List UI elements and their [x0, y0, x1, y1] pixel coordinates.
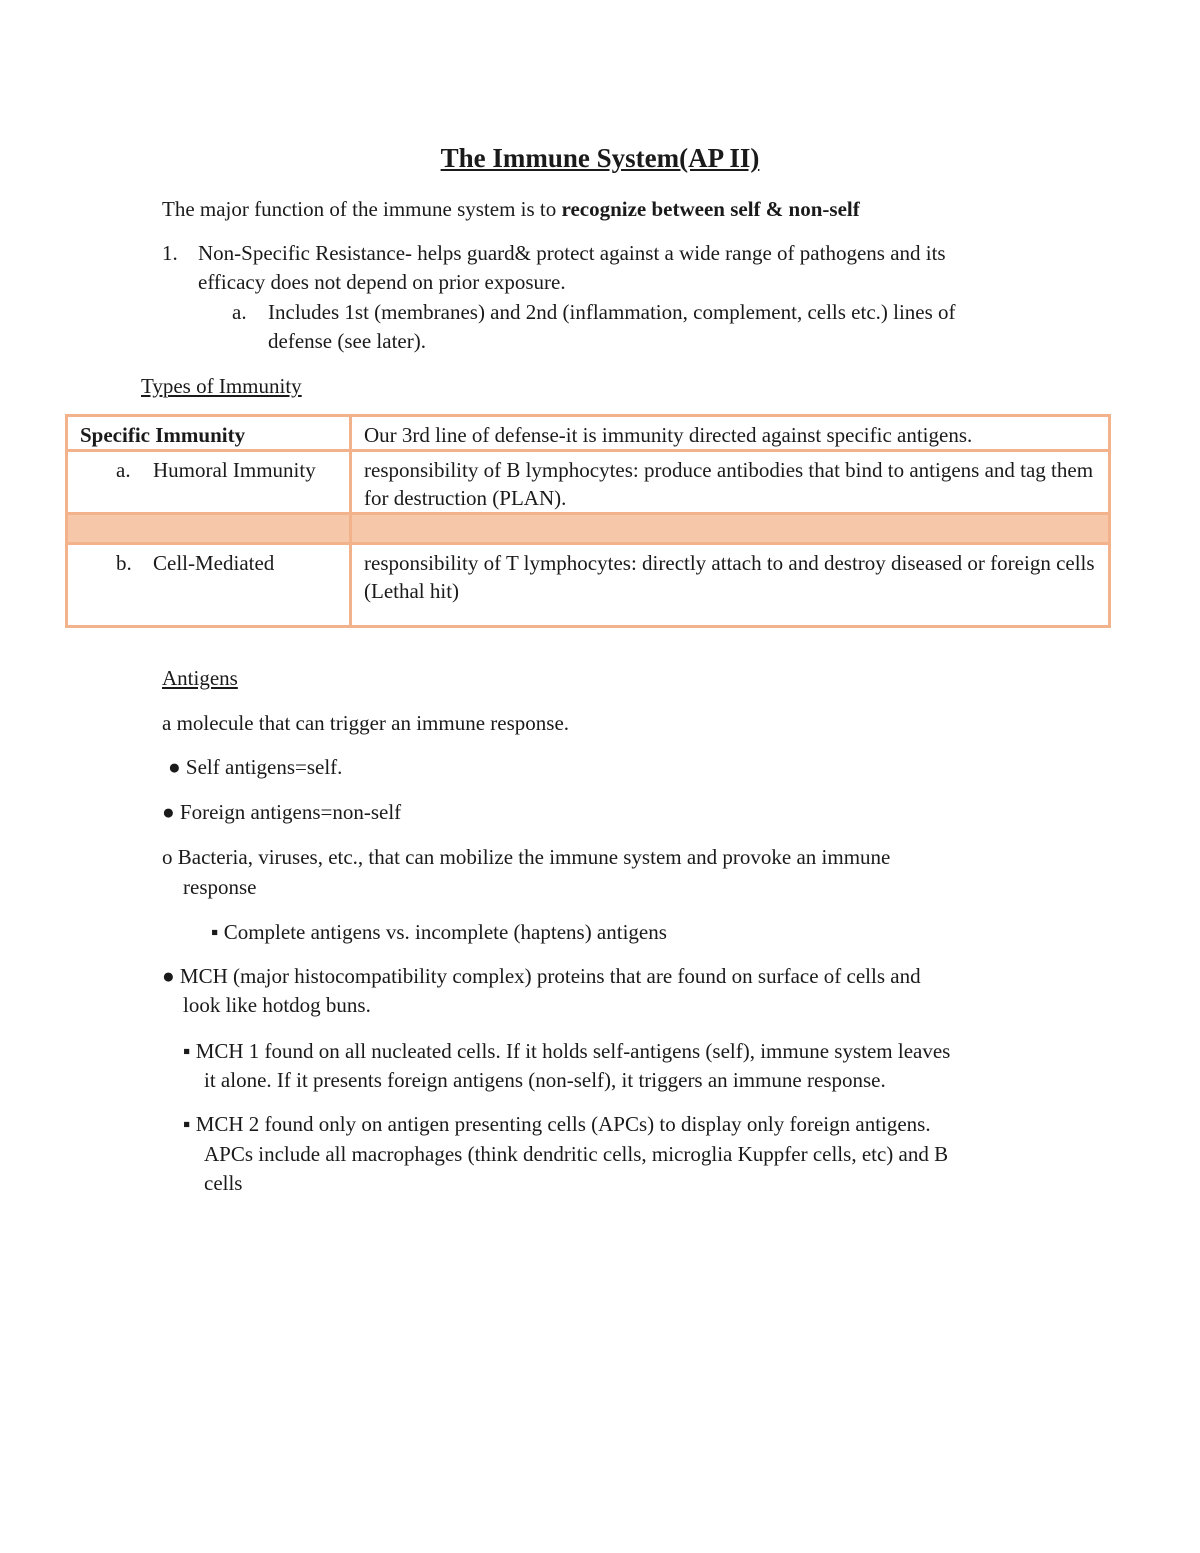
complete-antigens-item: ▪ Complete antigens vs. incomplete (haptens) antigens	[211, 920, 667, 944]
table-header-label: Specific Immunity	[67, 416, 351, 451]
intro-paragraph	[162, 199, 860, 220]
antigens-definition: a molecule that can trigger an immune response.	[162, 711, 570, 735]
sublist-item-line2: defense (see later).	[268, 329, 426, 353]
mch-line2: look like hotdog buns.	[183, 993, 371, 1017]
antigens-heading: Antigens	[162, 666, 238, 690]
list-item-1-line2: efficacy does not depend on prior exposure.	[198, 270, 566, 294]
table-row	[67, 544, 1110, 627]
intro-emphasis: recognize between self & non-self	[561, 197, 860, 221]
intro-text: The major function of the immune system is to	[162, 197, 562, 221]
table-row-desc: responsibility of T lymphocytes: directly attach to and destroy diseased or foreign cells (Lethal hit)	[351, 544, 1110, 627]
list-item-1-line1: Non-Specific Resistance- helps guard& protect against a wide range of pathogens and its	[198, 241, 946, 265]
list-marker-1: 1.	[162, 241, 178, 265]
row-label: Humoral Immunity	[153, 458, 316, 482]
sublist-marker-a: a.	[232, 300, 247, 324]
bacteria-line2: response	[183, 875, 257, 899]
table-spacer-cell	[351, 514, 1110, 544]
bullet-foreign-antigens: ● Foreign antigens=non-self	[162, 800, 402, 824]
mch-line1: ● MCH (major histocompatibility complex) proteins that are found on surface of cells and	[162, 964, 921, 988]
mch1-line2: it alone. If it presents foreign antigens (non-self), it triggers an immune response.	[204, 1068, 886, 1092]
sublist-item-line1: Includes 1st (membranes) and 2nd (inflammation, complement, cells etc.) lines of	[268, 300, 956, 324]
mch2-line1: ▪ MCH 2 found only on antigen presenting cells (APCs) to display only foreign antigens.	[183, 1112, 931, 1136]
row-marker: b.	[116, 551, 132, 575]
table-spacer-cell	[67, 514, 351, 544]
row-marker: a.	[116, 458, 131, 482]
mch1-line1: ▪ MCH 1 found on all nucleated cells. If it holds self-antigens (self), immune system leaves	[183, 1039, 951, 1063]
table-row-label	[67, 451, 351, 514]
bullet-self-antigens: ● Self antigens=self.	[168, 755, 343, 779]
bacteria-line1: o Bacteria, viruses, etc., that can mobilize the immune system and provoke an immune	[162, 845, 891, 869]
table-row	[67, 451, 1110, 514]
row-label: Cell-Mediated	[153, 551, 275, 575]
table-row-desc: responsibility of B lymphocytes: produce antibodies that bind to antigens and tag them for destruction (PLAN).	[351, 451, 1110, 514]
types-heading: Types of Immunity	[141, 374, 302, 398]
table-header-desc: Our 3rd line of defense-it is immunity directed against specific antigens.	[351, 416, 1110, 451]
table-spacer-row	[67, 514, 1110, 544]
mch2-line2: APCs include all macrophages (think dendritic cells, microglia Kuppfer cells, etc) and B	[204, 1142, 949, 1166]
mch2-line3: cells	[204, 1171, 243, 1195]
table-header-row	[67, 416, 1110, 451]
table-row-label	[67, 544, 351, 627]
immunity-table	[65, 414, 1111, 628]
page-title: The Immune System(AP II)	[440, 143, 760, 173]
